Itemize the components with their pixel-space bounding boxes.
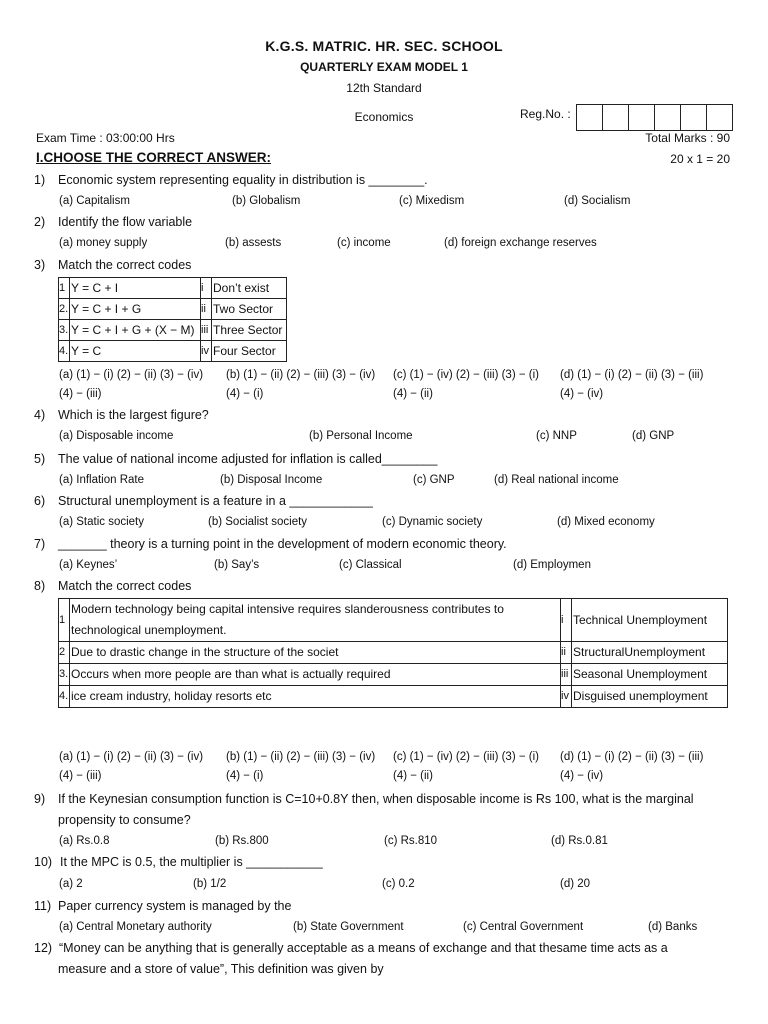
option-b: (b) assests <box>225 237 282 249</box>
question-number: 5) <box>34 452 46 466</box>
question-text: Identify the flow variable <box>58 215 193 229</box>
option-c: (c) Rs.810 <box>384 835 438 847</box>
option-c-cont: (4) − (ii) <box>393 388 433 400</box>
reg-no-box <box>602 104 629 131</box>
option-d: (d) Rs.0.81 <box>551 835 608 847</box>
row-code: i <box>561 599 572 642</box>
question-9 <box>0 792 768 810</box>
question-number: 11) <box>34 899 52 913</box>
school-name: K.G.S. MATRIC. HR. SEC. SCHOOL <box>265 38 503 54</box>
row-item: Y = C + I + G <box>70 299 201 320</box>
row-code: iii <box>561 664 572 686</box>
question-number: 6) <box>34 494 46 508</box>
row-number: 2. <box>59 299 70 320</box>
table-row <box>59 278 287 299</box>
row-number: 1 <box>59 278 70 299</box>
question-text: Which is the largest figure? <box>58 408 209 422</box>
option-c: (c) (1) − (iv) (2) − (iii) (3) − (i) <box>393 369 539 381</box>
option-c-cont: (4) − (ii) <box>393 770 433 782</box>
total-marks: Total Marks : 90 <box>645 131 730 145</box>
question-number: 12) <box>34 941 53 955</box>
row-match: Two Sector <box>212 299 287 320</box>
reg-no-label: Reg.No. : <box>520 107 571 121</box>
row-item: ice cream industry, holiday resorts etc <box>70 686 561 708</box>
row-number: 4. <box>59 341 70 362</box>
question-3 <box>0 258 768 276</box>
reg-no-box <box>680 104 707 131</box>
option-c: (c) Mixedism <box>399 195 465 207</box>
option-a: (a) Inflation Rate <box>59 474 145 486</box>
question-11 <box>0 899 768 917</box>
table-row <box>59 642 728 664</box>
option-c: (c) Dynamic society <box>382 516 483 528</box>
option-a: (a) money supply <box>59 237 148 249</box>
option-c: (c) income <box>337 237 391 249</box>
option-a: (a) (1) − (i) (2) − (ii) (3) − (iv) <box>59 369 204 381</box>
option-a-cont: (4) − (iii) <box>59 388 102 400</box>
section-title: I.CHOOSE THE CORRECT ANSWER: <box>36 150 272 165</box>
row-code: ii <box>561 642 572 664</box>
exam-title: QUARTERLY EXAM MODEL 1 <box>300 60 468 74</box>
option-d: (d) (1) − (i) (2) − (ii) (3) − (iii) <box>560 369 704 381</box>
option-a: (a) 2 <box>59 878 83 890</box>
question-text: Match the correct codes <box>58 258 192 272</box>
question-number: 8) <box>34 579 46 593</box>
question-6 <box>0 494 768 512</box>
row-match: StructuralUnemployment <box>572 642 728 664</box>
option-b: (b) Say’s <box>214 559 260 571</box>
question-number: 9) <box>34 792 46 806</box>
option-b: (b) Globalism <box>232 195 301 207</box>
option-b: (b) State Government <box>293 921 404 933</box>
option-d-cont: (4) − (iv) <box>560 388 604 400</box>
option-b: (b) Rs.800 <box>215 835 269 847</box>
row-item: Y = C <box>70 341 201 362</box>
table-row <box>59 664 728 686</box>
question-12 <box>0 941 768 959</box>
option-b-cont: (4) − (i) <box>226 770 264 782</box>
row-code: iii <box>201 320 212 341</box>
row-number: 2 <box>59 642 70 664</box>
row-match: Disguised unemployment <box>572 686 728 708</box>
table-row <box>59 299 287 320</box>
option-b: (b) Personal Income <box>309 430 413 442</box>
row-number: 1 <box>59 599 70 642</box>
question-text: The value of national income adjusted for inflation is called________ <box>58 452 438 466</box>
option-b: (b) (1) − (ii) (2) − (iii) (3) − (iv) <box>226 369 376 381</box>
option-d: (d) (1) − (i) (2) − (ii) (3) − (iii) <box>560 751 704 763</box>
option-b-cont: (4) − (i) <box>226 388 264 400</box>
option-a: (a) Static society <box>59 516 144 528</box>
match-table <box>58 277 287 362</box>
table-row <box>59 686 728 708</box>
question-4 <box>0 408 768 426</box>
reg-no-box <box>706 104 733 131</box>
section-marks: 20 x 1 = 20 <box>670 152 730 166</box>
table-row <box>59 341 287 362</box>
question-text: It the MPC is 0.5, the multiplier is ___________ <box>60 855 323 869</box>
question-8 <box>0 579 768 597</box>
row-code: iv <box>201 341 212 362</box>
question-text: Match the correct codes <box>58 579 192 593</box>
row-item: Y = C + I + G + (X − M) <box>70 320 201 341</box>
option-c: (c) GNP <box>413 474 455 486</box>
option-c: (c) NNP <box>536 430 577 442</box>
option-b: (b) Socialist society <box>208 516 308 528</box>
option-a: (a) Rs.0.8 <box>59 835 110 847</box>
row-number: 3. <box>59 664 70 686</box>
row-number: 4. <box>59 686 70 708</box>
subject: Economics <box>354 110 414 124</box>
option-c: (c) 0.2 <box>382 878 415 890</box>
row-item: Due to drastic change in the structure of the societ <box>70 642 561 664</box>
question-number: 7) <box>34 537 46 551</box>
option-d: (d) 20 <box>560 878 591 890</box>
option-a: (a) Keynes’ <box>59 559 118 571</box>
option-d: (d) Real national income <box>494 474 619 486</box>
standard: 12th Standard <box>346 81 422 95</box>
row-code: iv <box>561 686 572 708</box>
question-10 <box>0 855 768 873</box>
option-d: (d) Socialism <box>564 195 631 207</box>
option-d: (d) Banks <box>648 921 698 933</box>
question-number: 1) <box>34 173 46 187</box>
row-match: Technical Unemployment <box>572 599 728 642</box>
option-d: (d) GNP <box>632 430 675 442</box>
reg-no-box <box>628 104 655 131</box>
reg-no-box <box>654 104 681 131</box>
option-b: (b) Disposal Income <box>220 474 323 486</box>
row-item: Occurs when more people are than what is actually required <box>70 664 561 686</box>
row-match: Don’t exist <box>212 278 287 299</box>
row-code: ii <box>201 299 212 320</box>
option-a-cont: (4) − (iii) <box>59 770 102 782</box>
row-code: i <box>201 278 212 299</box>
row-number: 3. <box>59 320 70 341</box>
question-text: Structural unemployment is a feature in a ____________ <box>58 494 373 508</box>
option-d-cont: (4) − (iv) <box>560 770 604 782</box>
question-7 <box>0 537 768 555</box>
question-text: If the Keynesian consumption function is C=10+0.8Y then, when disposable income is Rs 100, what is the marginal <box>58 792 694 806</box>
option-b: (b) (1) − (ii) (2) − (iii) (3) − (iv) <box>226 751 376 763</box>
question-text: Paper currency system is managed by the <box>58 899 292 913</box>
question-text: Economic system representing equality in distribution is ________. <box>58 173 428 187</box>
row-item: Modern technology being capital intensive requires slanderousness contributes to technological unemployment. <box>70 599 561 642</box>
option-c: (c) Central Government <box>463 921 584 933</box>
question-number: 2) <box>34 215 46 229</box>
row-match: Three Sector <box>212 320 287 341</box>
question-2 <box>0 215 768 233</box>
option-a: (a) Disposable income <box>59 430 174 442</box>
table-row <box>59 320 287 341</box>
option-a: (a) Central Monetary authority <box>59 921 212 933</box>
option-c: (c) Classical <box>339 559 402 571</box>
question-5 <box>0 452 768 470</box>
row-match: Four Sector <box>212 341 287 362</box>
option-b: (b) 1/2 <box>193 878 227 890</box>
reg-no-box <box>576 104 603 131</box>
question-number: 4) <box>34 408 46 422</box>
option-c: (c) (1) − (iv) (2) − (iii) (3) − (i) <box>393 751 539 763</box>
question-1 <box>0 173 768 191</box>
question-number: 10) <box>34 855 53 869</box>
option-d: (d) Mixed economy <box>557 516 655 528</box>
question-text: “Money can be anything that is generally acceptable as a means of exchange and that thesame time acts as a <box>59 941 668 955</box>
question-text-cont: measure and a store of value”, This definition was given by <box>58 962 384 976</box>
question-number: 3) <box>34 258 46 272</box>
reg-no-boxes <box>577 104 733 131</box>
option-a: (a) Capitalism <box>59 195 130 207</box>
exam-time: Exam Time : 03:00:00 Hrs <box>36 131 175 145</box>
row-item: Y = C + I <box>70 278 201 299</box>
option-d: (d) Employmen <box>513 559 591 571</box>
table-row <box>59 599 728 642</box>
option-d: (d) foreign exchange reserves <box>444 237 597 249</box>
question-text-cont: propensity to consume? <box>58 813 191 827</box>
match-table <box>58 598 728 708</box>
row-match: Seasonal Unemployment <box>572 664 728 686</box>
question-text: _______ theory is a turning point in the development of modern economic theory. <box>58 537 507 551</box>
option-a: (a) (1) − (i) (2) − (ii) (3) − (iv) <box>59 751 204 763</box>
